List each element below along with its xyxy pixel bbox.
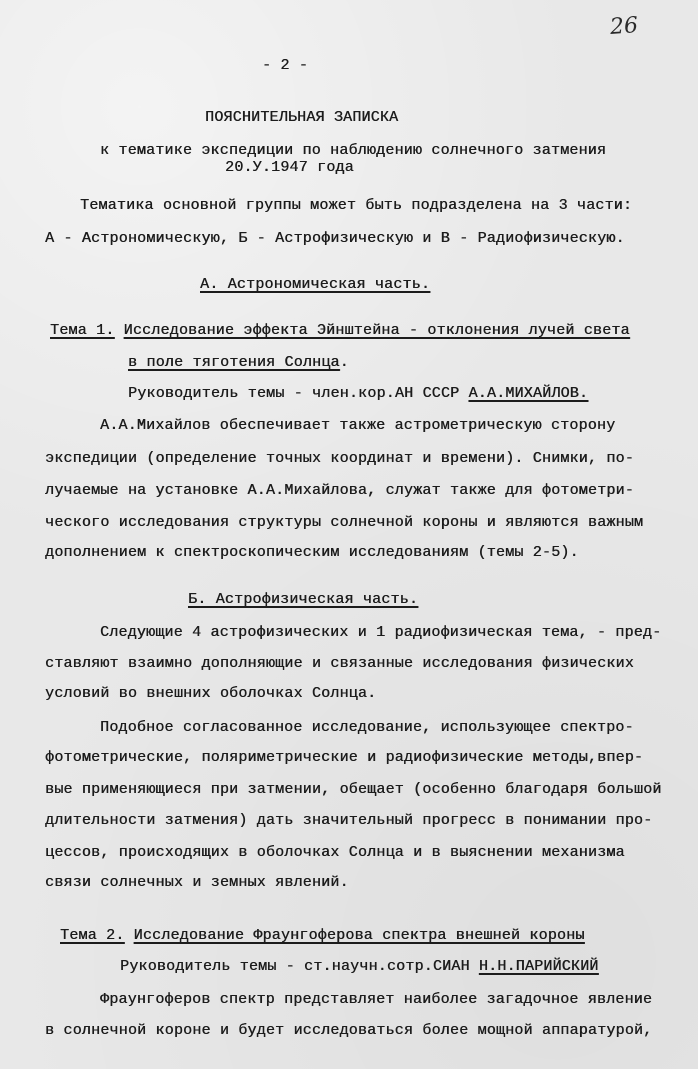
theme1-title-cont: в поле тяготения Солнца [128, 354, 340, 371]
document-title: ПОЯСНИТЕЛЬНАЯ ЗАПИСКА [205, 109, 399, 126]
section-b-p2-line: цессов, происходящих в оболочках Солнца и в выяснении механизма [45, 844, 625, 861]
theme1-body-line: экспедиции (определение точных координат и времени). Снимки, по- [45, 450, 634, 467]
theme2-title-line [60, 926, 585, 946]
subtitle-line-2: 20.У.1947 года [225, 159, 354, 176]
section-b-p2-line: вые применяющиеся при затмении, обещает (особенно благодаря большой [45, 781, 662, 798]
theme2-leader-prefix: Руководитель темы - ст.научн.сотр.СИАН [120, 958, 479, 975]
theme2-body-line: в солнечной короне и будет исследоваться более мощной аппаратурой, [45, 1022, 653, 1039]
theme1-leader-name: А.А.МИХАЙЛОВ. [468, 385, 589, 402]
theme2-leader-name: Н.Н.ПАРИЙСКИЙ [478, 958, 599, 975]
theme1-title-end: . [339, 354, 349, 371]
section-b-p1-line: условий во внешних оболочках Солнца. [45, 685, 377, 702]
theme1-title-line-1 [50, 321, 630, 341]
section-b-heading: Б. Астрофизическая часть. [188, 591, 419, 608]
subtitle-line-1: к тематике экспедиции по наблюдению солнечного затмения [100, 142, 607, 159]
section-b-p2-line: связи солнечных и земных явлений. [45, 874, 349, 891]
theme1-label: Тема 1. [50, 322, 115, 339]
intro-line-2: А - Астрономическую, Б - Астрофизическую и В - Радиофизическую. [45, 230, 625, 247]
section-b-p2-line: длительности затмения) дать значительный прогресс в понимании про- [45, 812, 653, 829]
section-b-p1-line: ставляют взаимно дополняющие и связанные исследования физических [45, 655, 634, 672]
theme1-title: Исследование эффекта Эйнштейна - отклонения лучей света [123, 322, 630, 339]
theme1-body-line: ческого исследования структуры солнечной короны и являются важным [45, 514, 644, 531]
page-number: - 2 - [262, 57, 309, 74]
theme1-leader [128, 384, 588, 404]
intro-line-1: Тематика основной группы может быть подразделена на 3 части: [80, 197, 633, 214]
archive-page-number: 26 [609, 13, 639, 40]
section-b-p1-line: Следующие 4 астрофизических и 1 радиофизическая тема, - пред- [100, 624, 662, 641]
theme2-label: Тема 2. [60, 927, 125, 944]
theme1-body-line: А.А.Михайлов обеспечивает также астрометрическую сторону [100, 417, 616, 434]
theme1-body-line: лучаемые на установке А.А.Михайлова, служат также для фотометри- [45, 482, 634, 499]
theme1-body-line: дополнением к спектроскопическим исследованиям (темы 2-5). [45, 544, 579, 561]
theme2-title: Исследование Фраунгоферова спектра внешней короны [133, 927, 585, 944]
theme2-body-line: Фраунгоферов спектр представляет наиболее загадочное явление [100, 991, 653, 1008]
theme1-title-line-2 [128, 353, 349, 373]
section-a-heading: А. Астрономическая часть. [200, 276, 431, 293]
theme1-leader-prefix: Руководитель темы - член.кор.АН СССР [128, 385, 469, 402]
theme2-leader [120, 957, 598, 977]
section-b-p2-line: фотометрические, поляриметрические и радиофизические методы,впер- [45, 749, 644, 766]
section-b-p2-line: Подобное согласованное исследование, использующее спектро- [100, 719, 634, 736]
